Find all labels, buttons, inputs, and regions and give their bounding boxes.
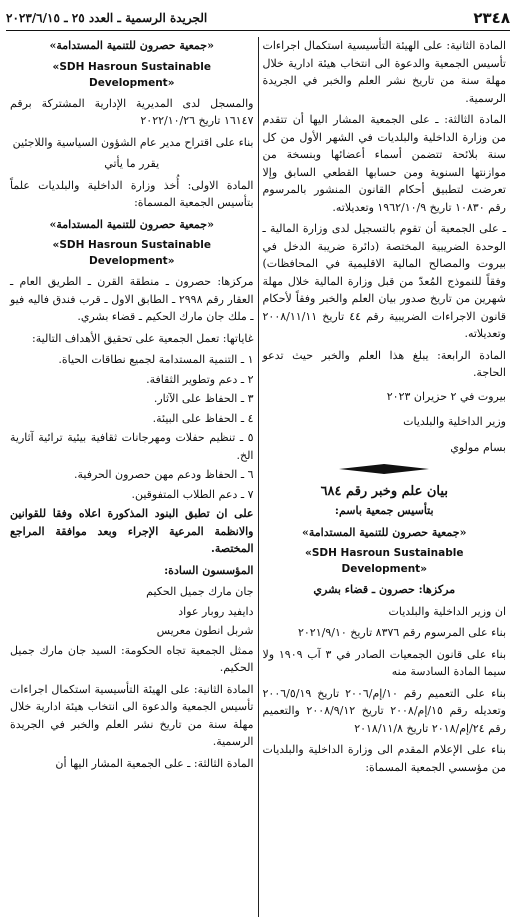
- founders-heading: المؤسسون السادة:: [164, 563, 254, 577]
- signature-place-date: بيروت في ٢ حزيران ٢٠٢٣: [386, 389, 506, 403]
- association-name-arabic: «جمعية حصرون للتنمية المستدامة»: [49, 39, 214, 52]
- aim-item: ٣ ـ الحفاظ على الآثار.: [153, 392, 254, 405]
- aim-item: ٤ ـ الحفاظ على البيئة.: [152, 411, 254, 425]
- government-representative: ممثل الجمعية تجاه الحكومة: السيد جان مارك جميل الحكيم.: [10, 643, 254, 674]
- tax-registration-paragraph: ـ على الجمعية أن تقوم بالتسجيل لدى وزارة المالية ـ الوحدة الضريبية المختصة (دائرة ضريبة الدخل في بيروت والمصالح المالية الاقليمية في المحافظات) وفقاً للنموذج المُعدّ من قبل وزارة المالية خلال مهلة شهرين من تاريخ صدور بيان العلم والخبر وفقاً لأحكام قانون الاجراءات الضريبية رقم ٤٤ تاريخ ٢٠٠٨/١١/١١ وتعديلاته.: [262, 222, 506, 340]
- article-3-paragraph: المادة الثالثة: ـ على الجمعية المشار اليها أن: [55, 756, 254, 770]
- condition-paragraph: على ان تطبق البنود المذكورة اعلاه وفقا للقوانين والانظمة المرعية الإجراء وبعد موافقة المراجع المختصة.: [10, 507, 254, 555]
- circulars-reference: بناء على التعميم رقم ١٠/إم/٢٠٠٦ تاريخ ٢٠٠٦/٥/١٩ وتعديله رقم ١٥/إم/٢٠٠٨ تاريخ ٢٠٠٨/٩/١٢ والتعميم رقم ٢٤/إم/٢٠١٨ تاريخ ٢٠١٨/١١/٨: [262, 686, 506, 735]
- article-1-paragraph: المادة الاولى: أُخذ وزارة الداخلية والبلديات علماً بتأسيس الجمعية المسماة:: [10, 178, 254, 209]
- column-divider: [258, 37, 259, 917]
- signature-name: بسام مولوي: [450, 440, 506, 454]
- left-column: [6, 37, 258, 917]
- founder-name: شربل انطون معريس: [156, 624, 254, 637]
- minister-intro: ان وزير الداخلية والبلديات: [388, 604, 506, 618]
- aim-item: ٥ ـ تنظيم حفلات ومهرجانات ثقافية بيئية ترائية آثارية الخ.: [10, 431, 254, 462]
- signature-block: [263, 388, 507, 457]
- gazette-title: الجريدة الرسمية ـ العدد ٢٥ ـ ٢٠٢٣/٦/١٥: [6, 11, 208, 25]
- document-subtitle: بتأسيس جمعية باسم:: [334, 504, 434, 517]
- association-name-english-2: «SDH Hasroun Sustainable Development»: [52, 239, 211, 267]
- founder-name: دايفيد روبار عواد: [178, 604, 254, 618]
- aim-item: ١ ـ التنمية المستدامة لجميع نطاقات الحياة.: [58, 353, 254, 366]
- document-title: بيان علم وخبر رقم ٦٨٤: [320, 484, 448, 499]
- aim-item: ٢ ـ دعم وتطوير الثقافة.: [146, 372, 254, 386]
- decree-reference: بناء على المرسوم رقم ٨٣٧٦ تاريخ ٢٠٢١/٩/١٠: [297, 626, 506, 639]
- association-name-arabic-2: «جمعية حصرون للتنمية المستدامة»: [49, 217, 214, 231]
- association-name-english: «SDH Hasroun Sustainable Development»: [52, 60, 211, 89]
- aim-item: ٦ ـ الحفاظ ودعم مهن حصرون الحرفية.: [74, 468, 254, 481]
- page-number: ٢٣٤٨: [473, 9, 510, 27]
- page-header: [6, 8, 510, 31]
- aims-intro: غاياتها: تعمل الجمعية على تحقيق الأهداف التالية:: [32, 331, 254, 345]
- decides-heading: يقرر ما يأتي: [104, 157, 160, 170]
- registration-paragraph: والمسجل لدى المديرية الإدارية المشتركة برقم ١٦١٤٧ تاريخ ٢٠٢٢/١٠/٢٦: [10, 96, 254, 127]
- proposal-paragraph: بناء على اقتراح مدير عام الشؤون السياسية واللاجئين: [12, 135, 254, 149]
- association-name-arabic: «جمعية حصرون للتنمية المستدامة»: [302, 525, 467, 539]
- aim-item: ٧ ـ دعم الطلاب المتفوقين.: [131, 487, 254, 501]
- signature-title: وزير الداخلية والبلديات: [403, 415, 506, 428]
- association-headquarters: مركزها: حصرون ـ قضاء بشري: [313, 583, 456, 596]
- two-column-body: [6, 37, 510, 917]
- headquarters-paragraph: مركزها: حصرون ـ منطقة القرن ـ الطريق العام ـ العقار رقم ٢٩٩٨ ـ الطابق الاول ـ قرب فندق فاليه فيو ـ ملك جان مارك الحكيم ـ قضاء بشري.: [10, 275, 254, 323]
- article-2-paragraph: المادة الثانية: على الهيئة التأسيسية استكمال اجراءات تأسيس الجمعية والدعوة الى انتخاب هيئة ادارية خلال مهلة سنة من تاريخ نشر العلم والخبر في الجريدة الرسمية.: [10, 682, 254, 748]
- association-name-english: «SDH Hasroun Sustainable Development»: [305, 547, 464, 575]
- founders-notice-reference: بناء على الإعلام المقدم الى وزارة الداخلية والبلديات من مؤسسي الجمعية المسماة:: [262, 743, 506, 774]
- article-2-paragraph: المادة الثانية: على الهيئة التأسيسية استكمال اجراءات تأسيس الجمعية والدعوة الى انتخاب هيئة ادارية خلال مهلة سنة من تاريخ نشر العلم والخبر في الجريدة الرسمية.: [262, 39, 506, 105]
- founder-name: جان مارك جميل الحكيم: [146, 585, 254, 598]
- diamond-rule-icon: [339, 464, 429, 474]
- section-separator: [263, 464, 507, 474]
- right-column: [259, 37, 511, 917]
- associations-law-reference: بناء على قانون الجمعيات الصادر في ٣ آب ١٩٠٩ ولا سيما المادة السادسة منه: [262, 647, 507, 678]
- article-3-paragraph: المادة الثالثة: ـ على الجمعية المشار اليها أن تتقدم من وزارة الداخلية والبلديات في الشهر الأول من كل سنة بلائحة تتضمن أسماء أعضائها وبنسخة من موازنتها السنوية ومن حسابها القطعي السابق وإلا تعرضت لتطبيق أحكام القانون المنشور بالمرسوم رقم ١٠٨٣٠ تاريخ ١٩٦٢/١٠/٩ وتعديلاته.: [262, 113, 506, 214]
- article-4-paragraph: المادة الرابعة: يبلغ هذا العلم والخبر حيث تدعو الحاجة.: [262, 348, 506, 379]
